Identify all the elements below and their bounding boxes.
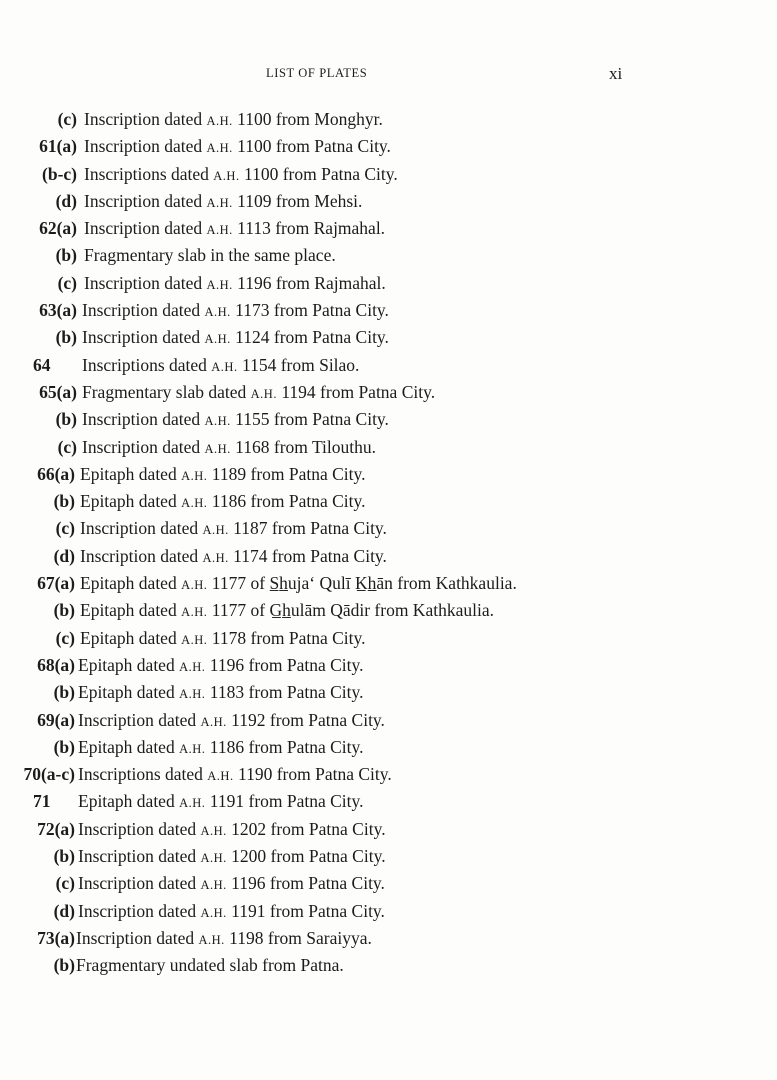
plate-number: (d) <box>53 545 75 566</box>
plate-entry <box>0 543 777 570</box>
plate-description <box>82 406 389 435</box>
plate-description <box>78 734 364 763</box>
description-detail: 1196 from Rajmahal. <box>237 272 386 293</box>
plate-description <box>78 761 392 790</box>
plate-description <box>78 707 385 736</box>
description-text: Epitaph dated <box>80 627 177 648</box>
plate-number: 68(a) <box>37 654 75 675</box>
plate-entry <box>0 761 777 788</box>
plate-entry <box>0 297 777 324</box>
plate-description <box>78 870 385 899</box>
plate-number: 65(a) <box>39 381 77 402</box>
plate-entry <box>0 188 777 215</box>
description-text: Inscription dated <box>78 818 197 839</box>
plate-entry <box>0 406 777 433</box>
description-detail: 1178 from Patna City. <box>211 627 366 648</box>
description-detail: 1190 from Patna City. <box>237 764 392 785</box>
description-text: Inscription dated <box>82 327 201 348</box>
plate-number: 61(a) <box>39 136 77 157</box>
description-detail: 1196 from Patna City. <box>209 654 364 675</box>
era-label: A.H. <box>200 878 227 893</box>
description-text: Epitaph dated <box>80 491 177 512</box>
description-detail: 1100 from Monghyr. <box>237 109 383 129</box>
description-text: Inscriptions dated <box>82 354 207 375</box>
plate-description <box>82 434 376 463</box>
plate-description <box>84 161 398 190</box>
plate-description <box>76 925 372 954</box>
description-text: Inscription dated <box>84 190 203 211</box>
plate-number: (b) <box>53 491 75 512</box>
plate-entry <box>0 652 777 679</box>
era-label: A.H. <box>206 277 233 292</box>
era-label: A.H. <box>250 386 277 401</box>
plate-entry <box>0 898 777 925</box>
plate-entry <box>0 515 777 542</box>
plate-number: (c) <box>55 873 75 894</box>
description-detail: 1187 from Patna City. <box>233 518 387 539</box>
plate-description <box>84 106 383 135</box>
description-text: Epitaph dated <box>78 682 175 703</box>
description-detail: 1200 from Patna City. <box>231 846 386 867</box>
era-label: A.H. <box>200 851 227 866</box>
plate-description <box>84 270 386 299</box>
description-text: Inscriptions dated <box>84 163 209 184</box>
plate-description <box>84 242 336 269</box>
description-detail: 1168 from Tilouthu. <box>235 436 376 457</box>
description-text: Epitaph dated <box>80 573 177 594</box>
plate-description <box>80 461 366 490</box>
plate-number: 73(a) <box>37 927 75 948</box>
plate-entry <box>0 242 777 269</box>
description-detail: 1174 from Patna City. <box>233 545 387 566</box>
description-detail: 1155 from Patna City. <box>235 409 389 430</box>
description-text: Inscription dated <box>80 545 199 566</box>
plate-description <box>80 625 366 654</box>
description-text: Fragmentary undated slab from Patna. <box>76 955 344 976</box>
era-label: A.H. <box>179 687 206 702</box>
plate-entry <box>0 788 777 815</box>
description-text: Inscription dated <box>78 873 197 894</box>
plate-description <box>78 788 364 817</box>
plate-number: (b) <box>55 409 77 430</box>
plate-entry <box>0 870 777 897</box>
plate-description <box>78 843 386 872</box>
description-text: Inscription dated <box>78 846 197 867</box>
era-label: A.H. <box>204 414 231 429</box>
era-label: A.H. <box>179 659 206 674</box>
description-text: Inscription dated <box>82 300 201 321</box>
plate-number: (c) <box>57 436 77 457</box>
plate-number: (c) <box>57 272 77 293</box>
plate-description <box>80 570 517 599</box>
era-label: A.H. <box>179 796 206 811</box>
plate-number: (b) <box>55 245 77 266</box>
plate-number: 66(a) <box>37 463 75 484</box>
plate-number: 72(a) <box>37 818 75 839</box>
description-detail: 1196 from Patna City. <box>231 873 385 894</box>
description-detail: 1186 from Patna City. <box>209 736 364 757</box>
description-detail: 1186 from Patna City. <box>211 491 366 512</box>
description-text: Fragmentary slab dated <box>82 381 247 402</box>
plate-entry <box>0 570 777 597</box>
plate-entry <box>0 215 777 242</box>
description-detail: 1100 from Patna City. <box>237 136 391 157</box>
plate-number: (c) <box>57 109 77 129</box>
description-text: Inscription dated <box>82 436 201 457</box>
plate-description <box>76 952 344 979</box>
description-detail: 1177 of S̲h̲uja‘ Qulī K̲h̲ān from Kathkaulia. <box>211 573 517 594</box>
plates-list <box>0 106 777 980</box>
plate-description <box>82 324 389 353</box>
plate-entry <box>0 434 777 461</box>
era-label: A.H. <box>181 605 208 620</box>
plate-number: (b) <box>53 736 75 757</box>
plate-description <box>82 352 359 381</box>
description-text: Epitaph dated <box>78 791 175 812</box>
era-label: A.H. <box>200 714 227 729</box>
plate-entry <box>0 925 777 952</box>
plate-number: (d) <box>55 190 77 211</box>
plate-description <box>78 679 364 708</box>
description-detail: 1183 from Patna City. <box>209 682 364 703</box>
running-title: LIST OF PLATES <box>266 66 368 80</box>
era-label: A.H. <box>198 932 225 947</box>
description-text: Epitaph dated <box>80 600 177 621</box>
plate-entry <box>0 816 777 843</box>
plate-description <box>80 597 494 626</box>
era-label: A.H. <box>206 223 233 238</box>
plate-entry <box>0 625 777 652</box>
description-detail: 1100 from Patna City. <box>243 163 398 184</box>
plate-entry <box>0 379 777 406</box>
plate-number: (c) <box>55 518 75 539</box>
description-text: Inscriptions dated <box>78 764 203 785</box>
plate-number: 64 <box>33 354 51 375</box>
plate-number: 70(a-c) <box>23 764 75 785</box>
plate-entry <box>0 461 777 488</box>
plate-number: 63(a) <box>39 300 77 321</box>
plate-entry <box>0 843 777 870</box>
era-label: A.H. <box>204 441 231 456</box>
era-label: A.H. <box>181 496 208 511</box>
description-detail: 1202 from Patna City. <box>231 818 386 839</box>
description-text: Inscription dated <box>78 709 197 730</box>
plate-number: (b) <box>55 327 77 348</box>
plate-entry <box>0 106 777 133</box>
era-label: A.H. <box>207 769 234 784</box>
plate-number: (b-c) <box>42 163 77 184</box>
plate-number: 69(a) <box>37 709 75 730</box>
description-text: Inscription dated <box>84 218 203 239</box>
description-detail: 1191 from Patna City. <box>209 791 364 812</box>
running-head <box>0 66 777 84</box>
plate-entry <box>0 597 777 624</box>
description-detail: 1194 from Patna City. <box>281 381 436 402</box>
plate-entry <box>0 488 777 515</box>
plate-entry <box>0 734 777 761</box>
plate-number: 67(a) <box>37 573 75 594</box>
description-text: Epitaph dated <box>78 654 175 675</box>
plate-entry <box>0 352 777 379</box>
description-text: Inscription dated <box>80 518 199 539</box>
era-label: A.H. <box>211 359 238 374</box>
description-text: Inscription dated <box>84 272 203 293</box>
plate-description <box>78 652 364 681</box>
era-label: A.H. <box>202 523 229 538</box>
era-label: A.H. <box>200 823 227 838</box>
era-label: A.H. <box>181 468 208 483</box>
plate-description <box>80 515 387 544</box>
plate-entry <box>0 324 777 351</box>
description-text: Epitaph dated <box>80 463 177 484</box>
era-label: A.H. <box>206 195 233 210</box>
plate-number: 62(a) <box>39 218 77 239</box>
era-label: A.H. <box>206 114 233 128</box>
description-text: Inscription dated <box>78 900 197 921</box>
plate-number: (c) <box>55 627 75 648</box>
description-detail: 1177 of G̲h̲ulām Qādir from Kathkaulia. <box>211 600 494 621</box>
description-detail: 1192 from Patna City. <box>231 709 385 730</box>
era-label: A.H. <box>204 305 231 320</box>
plate-description <box>82 379 435 408</box>
description-text: Epitaph dated <box>78 736 175 757</box>
era-label: A.H. <box>206 141 233 156</box>
plate-description <box>80 543 387 572</box>
description-detail: 1191 from Patna City. <box>231 900 385 921</box>
plate-number: (d) <box>53 900 75 921</box>
plate-description <box>84 133 391 162</box>
description-detail: 1109 from Mehsi. <box>237 190 363 211</box>
plate-entry <box>0 952 777 979</box>
plate-description <box>82 297 389 326</box>
plate-description <box>80 488 366 517</box>
description-text: Inscription dated <box>84 136 203 157</box>
description-detail: 1173 from Patna City. <box>235 300 389 321</box>
description-detail: 1189 from Patna City. <box>211 463 366 484</box>
era-label: A.H. <box>179 741 206 756</box>
plate-number: 71 <box>33 791 51 812</box>
era-label: A.H. <box>181 632 208 647</box>
plate-entry <box>0 133 777 160</box>
description-text: Inscription dated <box>76 927 195 948</box>
era-label: A.H. <box>200 905 227 920</box>
description-detail: 1124 from Patna City. <box>235 327 389 348</box>
plate-description <box>78 816 386 845</box>
plate-entry <box>0 679 777 706</box>
era-label: A.H. <box>204 332 231 347</box>
era-label: A.H. <box>181 578 208 593</box>
era-label: A.H. <box>213 168 240 183</box>
description-detail: 1113 from Rajmahal. <box>237 218 386 239</box>
page-number: xi <box>609 64 623 83</box>
plate-description <box>84 188 362 217</box>
plate-entry <box>0 161 777 188</box>
description-detail: 1154 from Silao. <box>241 354 360 375</box>
plate-number: (b) <box>53 955 75 976</box>
description-text: Inscription dated <box>82 409 201 430</box>
era-label: A.H. <box>202 550 229 565</box>
plate-entry <box>0 270 777 297</box>
plate-number: (b) <box>53 682 75 703</box>
plate-description <box>84 215 385 244</box>
description-text: Inscription dated <box>84 109 203 129</box>
plate-entry <box>0 707 777 734</box>
plate-number: (b) <box>53 846 75 867</box>
description-detail: 1198 from Saraiyya. <box>229 927 372 948</box>
plate-description <box>78 898 385 927</box>
description-text: Fragmentary slab in the same place. <box>84 245 336 266</box>
plate-number: (b) <box>53 600 75 621</box>
